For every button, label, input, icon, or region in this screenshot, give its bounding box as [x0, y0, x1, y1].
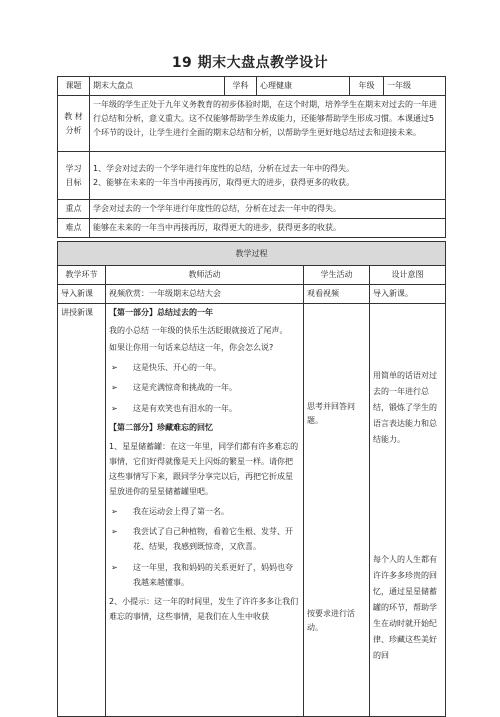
difficult-point-label: 难点 [58, 219, 90, 238]
design-intent-1: 用简单的话语对过去的一年进行总结，锻炼了学生的语言表达能力和总结能力。 [373, 371, 437, 444]
bullet-text: 这是充满惊奇和挑战的一年。 [133, 383, 237, 392]
arrow-bullet-icon: ➢ [111, 403, 118, 413]
lesson-info-table [57, 76, 446, 238]
arrow-bullet-icon: ➢ [111, 506, 118, 516]
bullet-text: 这是快乐、开心的一年。 [133, 362, 221, 372]
analysis-label: 教 材 分析 [58, 96, 90, 152]
arrow-bullet-icon: ➢ [111, 563, 118, 572]
col-stage: 教学环节 [58, 266, 106, 285]
arrow-bullet-icon: ➢ [111, 362, 118, 372]
part1-title: 【第一部分】总结过去的一年 [109, 308, 213, 317]
difficult-point-text: 能够在未来的一年当中再接再厉，取得更大的进步，获得更多的收获。 [90, 219, 446, 238]
student-activity-2: 按要求进行活动。 [307, 609, 355, 632]
list-item [109, 505, 300, 519]
col-design: 设计意图 [370, 266, 446, 285]
teaching-process-table [57, 241, 446, 717]
bullet-text: 我在运动会上得了第一名。 [133, 506, 229, 516]
arrow-bullet-icon: ➢ [111, 527, 118, 536]
document-title: 19 期末大盘点教学设计 [171, 55, 329, 71]
part2-title: 【第二部分】珍藏难忘的回忆 [109, 423, 213, 432]
grade-label: 年级 [350, 77, 384, 96]
grade-value: 一年级 [384, 77, 446, 96]
bullet-text: 这一年里，我和妈妈的关系更好了，妈妈也夸我越来越懂事。 [133, 563, 293, 587]
bullet-text: 这是有欢笑也有泪水的一年。 [133, 403, 237, 413]
goals-label: 学习 目标 [58, 152, 90, 200]
new-student-cell [304, 304, 370, 717]
goal-item: 2、能够在未来的一年当中再接再厉，取得更大的进步，获得更多的收获。 [93, 177, 355, 187]
intro-student: 观看视频 [304, 285, 370, 304]
process-header: 教学过程 [58, 242, 446, 266]
part2-p2: 2、小提示：这一年的时间里，发生了许许多多让我们难忘的事情，这些事情，是我们在人生中收获 [109, 597, 299, 621]
list-item [109, 381, 300, 395]
list-item [109, 402, 300, 416]
arrow-bullet-icon: ➢ [111, 383, 118, 392]
intro-stage: 导入新课 [58, 285, 106, 304]
part1-p1: 我的小总结 一年级的快乐生活眨眼就接近了尾声。 [109, 325, 288, 335]
new-stage: 讲授新课 [58, 304, 106, 717]
list-item [109, 524, 300, 554]
intro-design: 导入新课。 [370, 285, 446, 304]
topic-label: 课题 [58, 77, 90, 96]
topic-value: 期末大盘点 [90, 77, 225, 96]
new-design-cell [370, 304, 446, 717]
student-activity-1: 思考并回答问题。 [307, 402, 355, 425]
col-teacher: 教师活动 [106, 266, 304, 285]
col-student: 学生活动 [304, 266, 370, 285]
design-intent-2: 每个人的人生都有许许多多珍贵的回忆，通过星星储蓄罐的环节，帮助学生在动时就开始纪律、珍藏这些美好的回 [373, 555, 437, 660]
subject-value: 心理健康 [257, 77, 350, 96]
subject-label: 学科 [225, 77, 257, 96]
list-item [109, 361, 300, 375]
list-item [109, 560, 300, 590]
intro-teacher: 视频欣赏：一年级期末总结大会 [106, 285, 304, 304]
analysis-text: 一年级的学生正处于九年义务教育的初步体验时期，在这个时期，培养学生在期末对过去的一年进行总结和分析，意义重大。这不仅能够帮助学生养成能力，还能够帮助学生形成习惯。本课通过5个环节的设计，让学生进行全面的期末总结和分析，以帮助学生更好地总结过去和迎接未来。 [90, 96, 446, 152]
key-point-text: 学会对过去的一个学年进行年度性的总结，分析在过去一年中的得失。 [90, 200, 446, 219]
part1-p2: 如果让你用一句话来总结这一年，你会怎么说? [109, 343, 274, 352]
goal-item: 1、学会对过去的一个学年进行年度性的总结，分析在过去一年中的得失。 [93, 163, 355, 173]
part2-p1: 1、星星储蓄罐：在这一年里，同学们都有许多难忘的事情，它们好得就像是天上闪烁的繁星一样。请你把这些事情写下来，跟同学分享完以后，再把它折成星星放进你的星星储蓄罐里吧。 [109, 441, 299, 496]
key-point-label: 重点 [58, 200, 90, 219]
bullet-text: 我尝试了自己种植物，看着它生根、发芽、开花、结果，我感到既惊奇，又欣喜。 [133, 527, 293, 551]
new-teacher-cell [106, 304, 304, 717]
goals-cell [90, 152, 446, 200]
